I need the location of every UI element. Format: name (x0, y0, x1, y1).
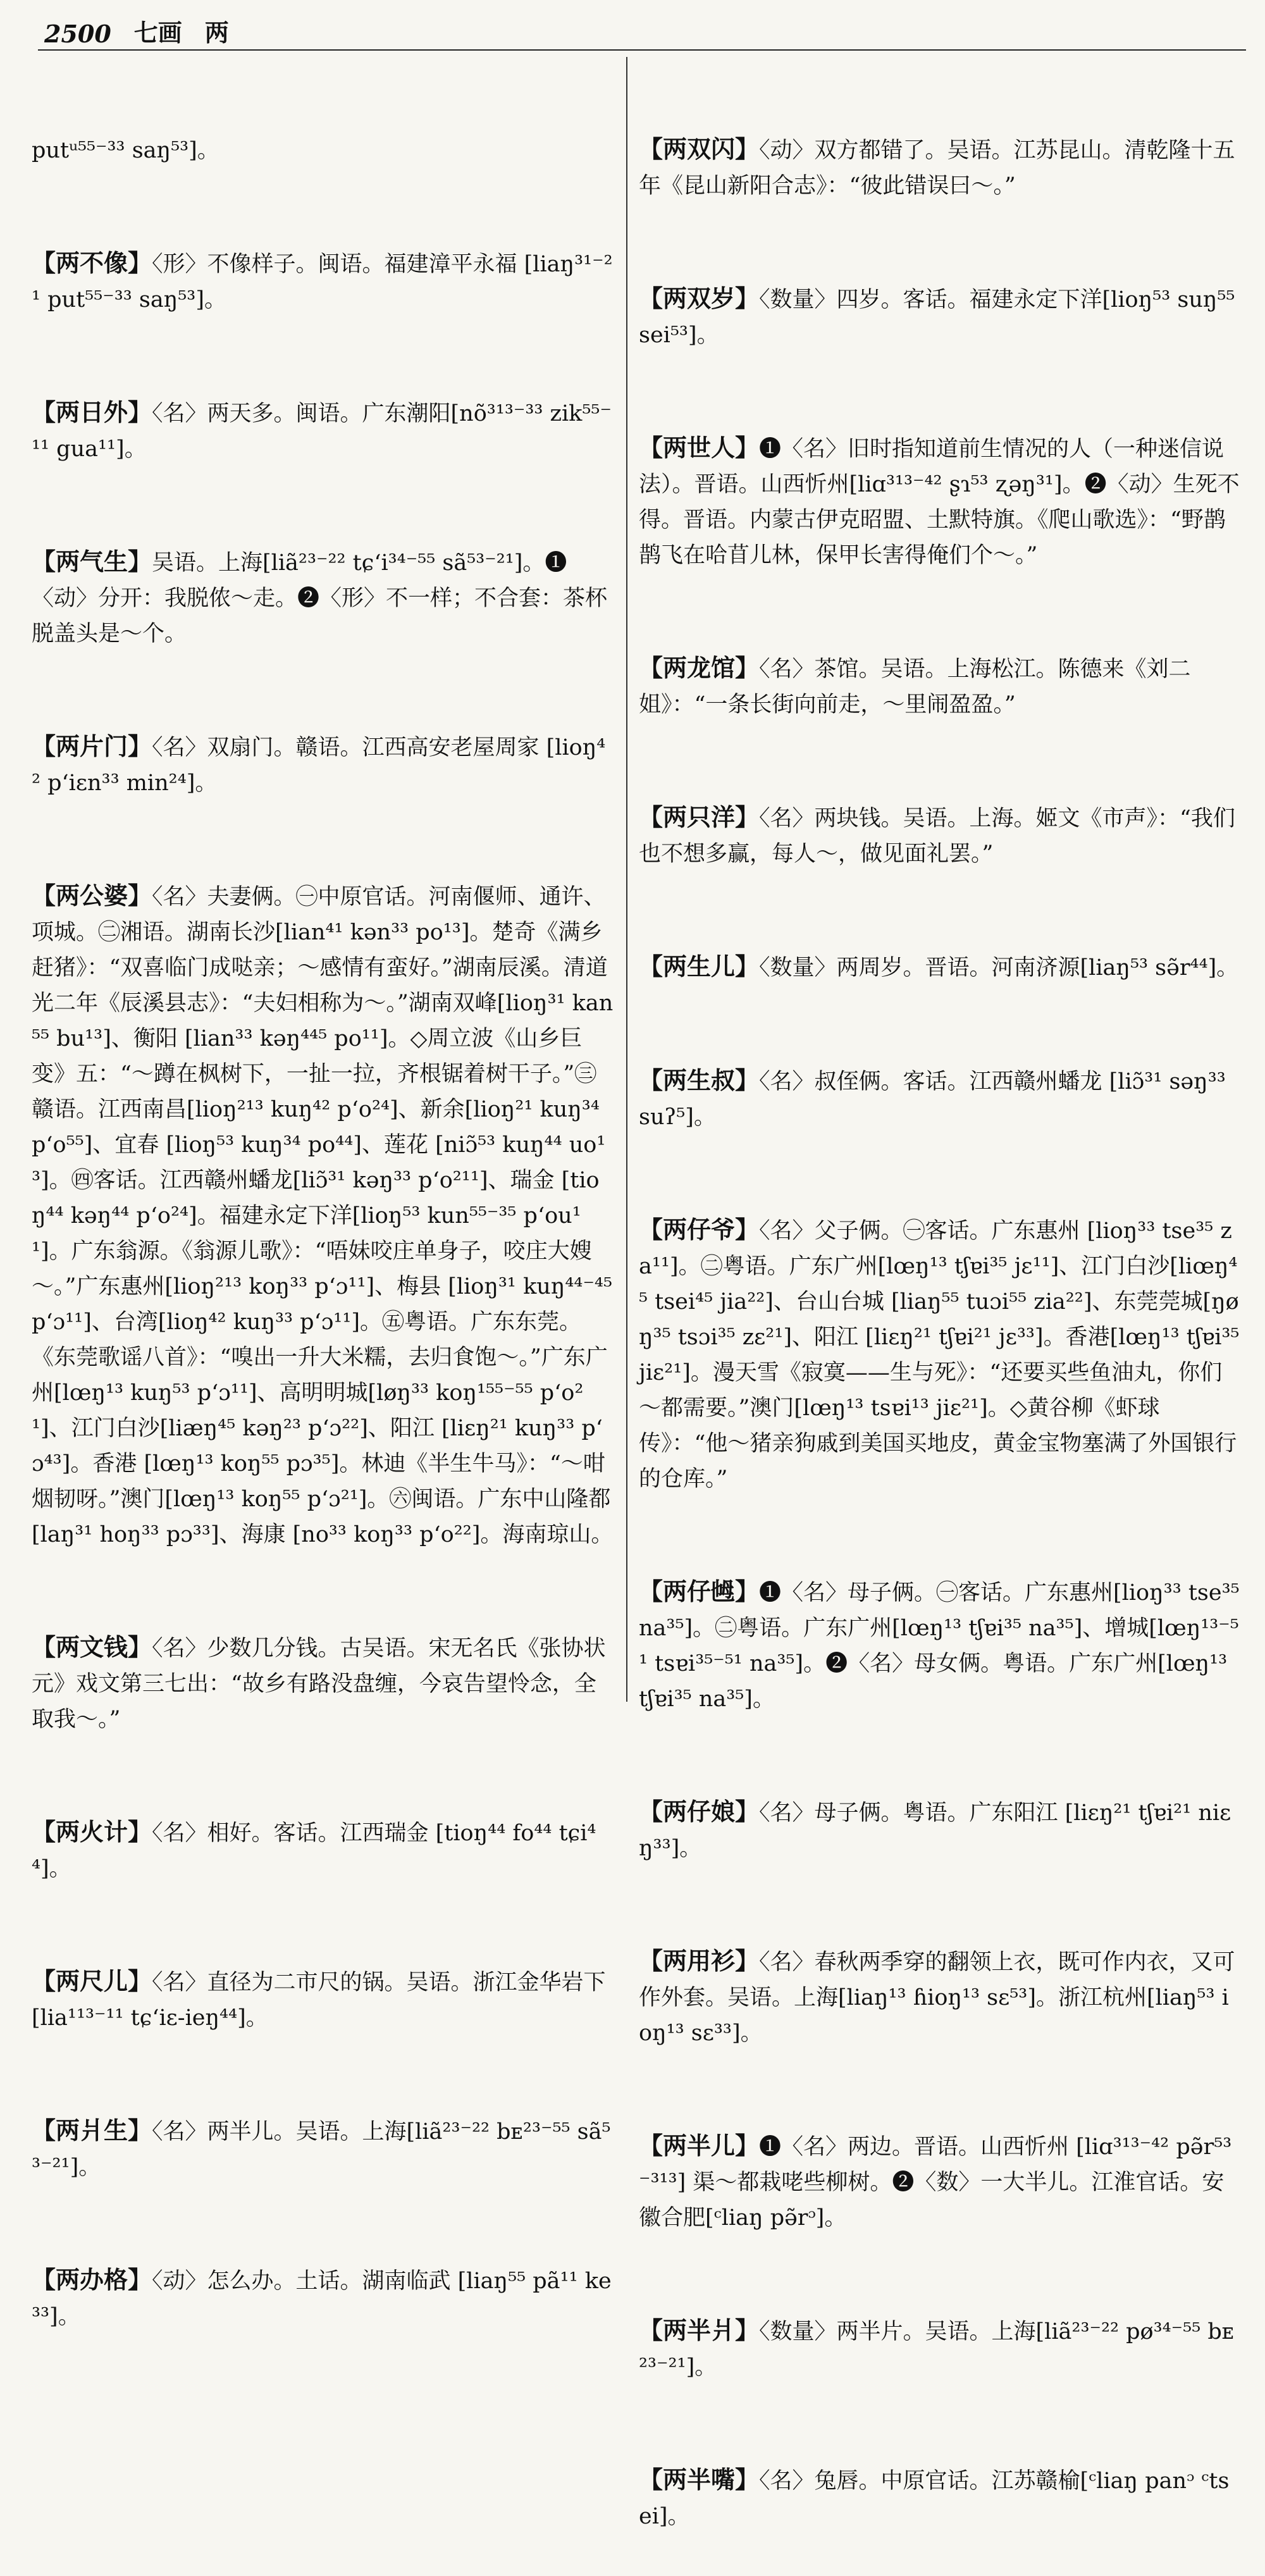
entry-headword: 【两生叔】 (639, 1066, 760, 1094)
entry-headword: 【两片门】 (32, 732, 152, 760)
entry-body: ❶〈名〉两边。晋语。山西忻州 [liɑ³¹³⁻⁴² pə̃r⁵³⁻³¹³] 渠～都栽咾些柳树。❷〈数〉一大半儿。江淮官话。安徽合肥[ᶜliaŋ pə̃rᵓ]。 (639, 2134, 1232, 2231)
dictionary-entry (639, 650, 1240, 722)
entry-body: ❶〈名〉旧时指知道前生情况的人（一种迷信说法）。晋语。山西忻州[liɑ³¹³⁻⁴² ʂɿ⁵³ ʐəŋ³¹]。❷〈动〉生死不得。晋语。内蒙古伊克昭盟、土默特旗。《爬山歌选》：“野鹊鹊飞在哈苜儿林，保甲长害得俺们个～。” (639, 437, 1240, 568)
left-column (32, 61, 620, 2376)
entry-body: 〈名〉两块钱。吴语。上海。姬文《市声》：“我们也不想多赢，每人～，做见面礼罢。” (639, 806, 1235, 867)
entry-body: 〈动〉怎么办。土话。湖南临武 [liaŋ⁵⁵ pã¹¹ ke³³]。 (32, 2269, 612, 2329)
entry-headword: 【两日外】 (32, 398, 152, 426)
column-divider (626, 57, 627, 1702)
entry-headword: 【两仔爷】 (639, 1215, 760, 1244)
dictionary-entry (32, 2262, 614, 2334)
entry-body: 〈名〉叔侄俩。客话。江西赣州蟠龙 [liɔ̃³¹ səŋ³³ suʔ⁵]。 (639, 1069, 1233, 1130)
dictionary-entry (639, 2462, 1240, 2534)
entry-headword: 【两气生】 (32, 547, 152, 576)
entry-body: 〈数量〉两周岁。晋语。河南济源[liaŋ⁵³ sə̃r⁴⁴]。 (759, 955, 1239, 981)
right-column (639, 61, 1247, 2576)
dictionary-entry (639, 1212, 1247, 1497)
entry-headword: 【两半儿】 (639, 2131, 760, 2160)
dictionary-entry (639, 430, 1240, 573)
entry-headword: 【两公婆】 (32, 881, 152, 910)
entry-body: putᵘ⁵⁵⁻³³ saŋ⁵³]。 (32, 138, 219, 163)
entry-headword: 【两生儿】 (639, 952, 760, 981)
entry-body: 〈动〉双方都错了。吴语。江苏昆山。清乾隆十五年《昆山新阳合志》：“彼此错误曰～。” (639, 138, 1235, 199)
entry-body: 〈名〉双扇门。赣语。江西高安老屋周家 [lioŋ⁴² pʻiɛn³³ min²⁴]。 (32, 735, 606, 796)
dictionary-entry (32, 132, 614, 168)
entry-body: 〈形〉不像样子。闽语。福建漳平永福 [liaŋ³¹⁻²¹ put⁵⁵⁻³³ saŋ⁵³]。 (32, 252, 613, 313)
entry-body: 〈名〉兔唇。中原官话。江苏赣榆[ᶜliaŋ panᵓ ᶜtsei]。 (639, 2468, 1230, 2529)
entry-body: 〈名〉父子俩。㊀客话。广东惠州 [lioŋ³³ tse³⁵ za¹¹]。㊁粤语。广东广州[lœŋ¹³ tʃɐi³⁵ jɛ¹¹]、江门白沙[liœŋ⁴⁵ tsei⁴⁵ jia²²]、台山台城 [liaŋ⁵⁵ tuɔi⁵⁵ zia²²]、东莞莞城[ŋøŋ³⁵ tsɔi³⁵ zɛ²¹]、阳江 [liɛŋ²¹ tʃɐi²¹ jɛ³³]。香港[lœŋ¹³ tʃɐi³⁵ jiɛ²¹]。漫天雪《寂寞——生与死》：“还要买些鱼油丸，你们～都需要。”澳门[lœŋ¹³ tsɐi¹³ jiɛ²¹]。◇黄谷柳《虾球传》：“他～猪亲狗戚到美国买地皮，黄金宝物塞满了外国银行的仓库。” (639, 1218, 1247, 1492)
entry-headword: 【两只洋】 (639, 803, 760, 831)
dictionary-entry (32, 1630, 614, 1737)
dictionary-entry (639, 1574, 1247, 1717)
dictionary-entry (32, 1964, 614, 2036)
dictionary-entry (639, 132, 1240, 204)
entry-body: 〈名〉两天多。闽语。广东潮阳[nõ³¹³⁻³³ zik⁵⁵⁻¹¹ gua¹¹]。 (32, 401, 612, 462)
entry-body: 〈名〉相好。客话。江西瑞金 [tioŋ⁴⁴ fo⁴⁴ tɕi⁴⁴]。 (32, 1821, 596, 1881)
dictionary-entry (639, 800, 1240, 872)
dictionary-entry (639, 1063, 1240, 1135)
entry-body: 〈名〉夫妻俩。㊀中原官话。河南偃师、通许、项城。㊁湘语。湖南长沙[lian⁴¹ kən³³ po¹³]。楚奇《满乡赶猪》：“双喜临门成哒亲；～感情有蛮好。”湖南辰溪。清道光二年《辰溪县志》：“夫妇相称为～。”湖南双峰[lioŋ³¹ kan⁵⁵ bu¹³]、衡阳 [lian³³ kəŋ⁴⁴⁵ po¹¹]。◇周立波《山乡巨变》五：“～蹲在枫树下，一扯一拉，齐根锯着树干子。”㊂赣语。江西南昌[lioŋ²¹³ kuŋ⁴² pʻo²⁴]、新余[lioŋ²¹ kuŋ³⁴ pʻo⁵⁵]、宜春 [lioŋ⁵³ kuŋ³⁴ po⁴⁴]、莲花 [niɔ̃⁵³ kuŋ⁴⁴ uo¹³]。㊃客话。江西赣州蟠龙[liɔ̃³¹ kəŋ³³ pʻo²¹¹]、瑞金 [tioŋ⁴⁴ kəŋ⁴⁴ pʻo²⁴]。福建永定下洋[lioŋ⁵³ kun⁵⁵⁻³⁵ pʻou¹¹]。广东翁源。《翁源儿歌》：“唔妹咬庄单身子，咬庄大嫂～。”广东惠州[lioŋ²¹³ koŋ³³ pʻɔ¹¹]、梅县 [lioŋ³¹ kuŋ⁴⁴⁻⁴⁵ pʻɔ¹¹]、台湾[lioŋ⁴² kuŋ³³ pʻɔ¹¹]。㊄粤语。广东东莞。《东莞歌谣八首》：“嗅出一升大米糯，去归食饱～。”广东广州[lœŋ¹³ kuŋ⁵³ pʻɔ¹¹]、高明明城[løŋ³³ koŋ¹⁵⁵⁻⁵⁵ pʻo²¹]、江门白沙[liæŋ⁴⁵ kəŋ²³ pʻɔ²²]、阳江 [liɛŋ²¹ kuŋ³³ pʻɔ⁴³]。香港 [lœŋ¹³ koŋ⁵⁵ pɔ³⁵]。林迪《半生牛马》：“～咁烟韧呀。”澳门[lœŋ¹³ koŋ⁵⁵ pʻɔ²¹]。㊅闽语。广东中山隆都[laŋ³¹ hoŋ³³ pɔ³³]、海康 [no³³ koŋ³³ pʻo²²]。海南琼山。 (32, 884, 620, 1547)
dictionary-entry (639, 1794, 1240, 1866)
dictionary-entry (32, 1814, 614, 1886)
entry-headword: 【两世人】 (639, 433, 760, 462)
entry-headword: 【两半嘴】 (639, 2465, 760, 2494)
entry-headword: 【两龙馆】 (639, 653, 760, 682)
entry-headword: 【两仔乸】 (639, 1577, 760, 1606)
dictionary-entry (639, 2313, 1240, 2385)
entry-headword: 【两仔娘】 (639, 1797, 760, 1826)
entry-body: 〈名〉春秋两季穿的翻领上衣，既可作内衣，又可作外套。吴语。上海[liaŋ¹³ ɦioŋ¹³ sɛ⁵³]。浙江杭州[liaŋ⁵³ ioŋ¹³ sɛ³³]。 (639, 1950, 1235, 2046)
entry-headword: 【两爿生】 (32, 2116, 152, 2145)
entry-headword: 【两办格】 (32, 2265, 152, 2294)
entry-body: 〈名〉茶馆。吴语。上海松江。陈德来《刘二姐》：“一条长街向前走，～里闹盈盈。” (639, 657, 1191, 717)
dictionary-entry (32, 878, 620, 1552)
entry-body: 吴语。上海[liã²³⁻²² tɕʻi³⁴⁻⁵⁵ sã⁵³⁻²¹]。❶〈动〉分开：我脱侬～走。❷〈形〉不一样；不合套：茶杯脱盖头是～个。 (32, 550, 608, 647)
page-header (44, 14, 1240, 48)
dictionary-entry (32, 2113, 614, 2185)
dictionary-entry (32, 395, 614, 467)
entry-headword: 【两尺儿】 (32, 1967, 152, 1995)
header-rule (38, 49, 1246, 51)
dictionary-entry (639, 281, 1240, 353)
entry-headword: 【两双岁】 (639, 284, 760, 313)
entry-body: 〈名〉直径为二市尺的锅。吴语。浙江金华岩下[lia¹¹³⁻¹¹ tɕʻiɛ-ieŋ⁴⁴]。 (32, 1970, 606, 2031)
entry-body: 〈名〉少数几分钱。古吴语。宋无名氏《张协状元》戏文第三七出：“故乡有路没盘缠，今哀告望怜念，全取我～。” (32, 1636, 606, 1732)
dictionary-entry (32, 544, 614, 652)
entry-headword: 【两双闪】 (639, 135, 760, 163)
entry-body: 〈数量〉两半片。吴语。上海[liã²³⁻²² pø³⁴⁻⁵⁵ bᴇ²³⁻²¹]。 (639, 2319, 1235, 2380)
stroke-label: 七画 (133, 18, 182, 47)
entry-headword: 【两火计】 (32, 1817, 152, 1846)
entry-body: ❶〈名〉母子俩。㊀客话。广东惠州[lioŋ³³ tse³⁵ na³⁵]。㊁粤语。广东广州[lœŋ¹³ tʃɐi³⁵ na³⁵]、增城[lœŋ¹³⁻⁵¹ tsɐi³⁵⁻⁵¹ na³⁵]。❷〈名〉母女俩。粤语。广东广州[lœŋ¹³ tʃɐi³⁵ na³⁵]。 (639, 1580, 1247, 1712)
dictionary-entry (639, 1943, 1240, 2051)
entry-body: 〈名〉两半儿。吴语。上海[liã²³⁻²² bᴇ²³⁻⁵⁵ sã⁵³⁻²¹]。 (32, 2119, 611, 2180)
entry-headword: 【两用衫】 (639, 1947, 760, 1975)
entry-body: 〈数量〉四岁。客话。福建永定下洋[lioŋ⁵³ suŋ⁵⁵ sei⁵³]。 (639, 287, 1242, 348)
dictionary-entry (32, 245, 614, 318)
dictionary-entry (639, 2128, 1240, 2236)
entry-body: 〈名〉母子俩。粤语。广东阳江 [liɛŋ²¹ tʃɐi²¹ niɛŋ³³]。 (639, 1800, 1231, 1861)
entry-headword: 【两文钱】 (32, 1633, 152, 1661)
entry-headword: 【两半爿】 (639, 2316, 760, 2344)
header-character: 两 (204, 18, 229, 47)
dictionary-entry (32, 729, 614, 801)
entry-headword: 【两不像】 (32, 249, 152, 277)
dictionary-entry (639, 949, 1240, 986)
page-number: 2500 (44, 20, 111, 48)
